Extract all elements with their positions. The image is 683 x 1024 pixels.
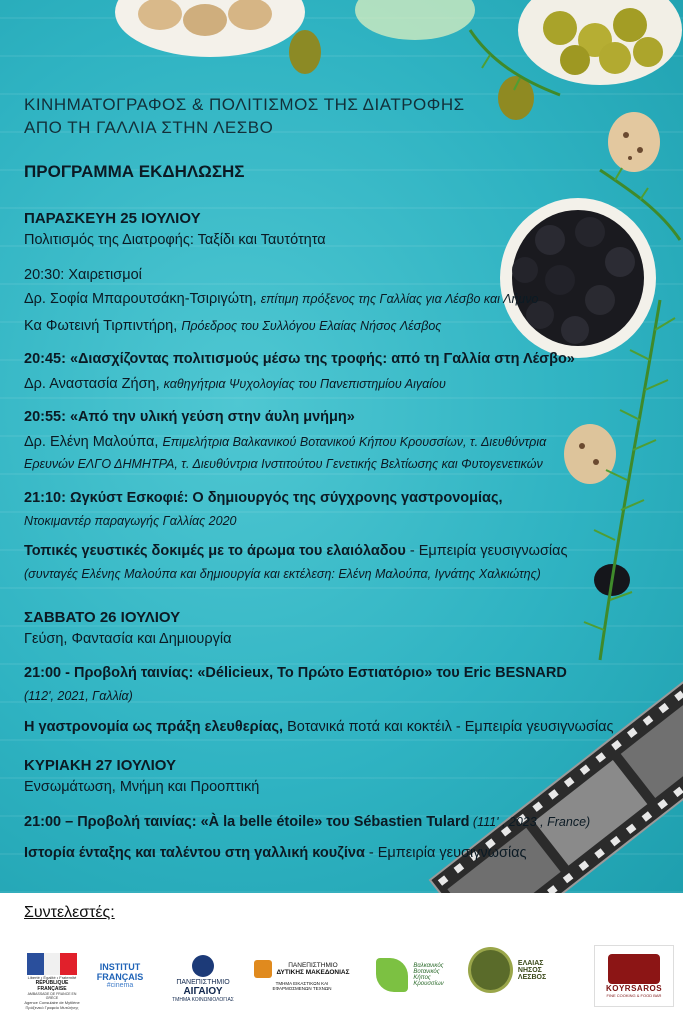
header-title-line1: ΚΙΝΗΜΑΤΟΓΡΑΦΟΣ & ΠΟΛΙΤΙΣΜΟΣ ΤΗΣ ΔΙΑΤΡΟΦΗΣ (24, 95, 465, 114)
speaker-name: Δρ. Ελένη Μαλούπα, (24, 434, 159, 450)
friday-speaker-2 (24, 318, 441, 334)
saturday-theme: Γεύση, Φαντασία και Δημιουργία (24, 631, 232, 647)
logo-text: FINE COOKING & FOOD BAR (606, 993, 662, 998)
credits-title: Συντελεστές: (24, 904, 115, 921)
sunday-day: ΚΥΡΙΑΚΗ 27 ΙΟΥΛΙΟΥ (24, 757, 177, 774)
quail-egg-bowl (115, 0, 305, 57)
tasting-title: Τοπικές γευστικές δοκιμές με το άρωμα του ελαιόλαδου (24, 543, 406, 559)
speaker-role: επίτιμη πρόξενος της Γαλλίας για Λέσβο και Λήμνο (260, 292, 539, 306)
friday-talk-2-role-cont: Ερευνών ΕΛΓΟ ΔΗΜΗΤΡΑ, τ. Διευθύντρια Ινστιτούτου Γενετικής Βελτίωσης και Φυτογενετικών (24, 457, 543, 471)
friday-talk-1-title: 20:45: «Διασχίζοντας πολιτισμούς μέσω της τροφής: από τη Γαλλία στη Λέσβο» (24, 351, 575, 367)
friday-talk-2-speaker (24, 434, 546, 450)
logo-text: ΕΛΑΙΑΣ ΝΗΣΟΣ (517, 959, 544, 974)
logo-koyrsaros (594, 945, 674, 1007)
speaker-role: Επιμελήτρια Βαλκανικού Βοτανικού Κήπου Κρουσσίων, τ. Διευθύντρια (162, 435, 547, 449)
logo-text: #cinema (106, 981, 134, 989)
saturday-film-note: (112', 2021, Γαλλία) (24, 689, 133, 703)
logo-text: Liberté • Égalité • Fraternité (27, 974, 77, 980)
green-olive (498, 76, 534, 120)
logo-text: ΛΕΣΒΟΣ (517, 973, 547, 981)
friday-talk-2-title: 20:55: «Από την υλική γεύση στην άυλη μνήμη» (24, 409, 355, 425)
gastronomy-suffix: - Εμπειρία γευσιγνωσίας (451, 719, 614, 735)
header-title-line2: ΑΠΟ ΤΗ ΓΑΛΛΙΑ ΣΤΗΝ ΛΕΣΒΟ (24, 118, 274, 137)
logo-text: INSTITUT (99, 961, 141, 972)
logo-university-western-macedonia (248, 945, 356, 1005)
quail-egg (564, 424, 616, 484)
friday-speaker-1 (24, 291, 538, 307)
logo-text: ΤΜΗΜΑ ΕΙΚΑΣΤΙΚΩΝ ΚΑΙ (275, 980, 329, 986)
logo-text: KOYRSAROS (605, 984, 663, 993)
sunday-history (24, 845, 527, 861)
green-olive (289, 30, 321, 74)
gastronomy-title: Η γαστρονομία ως πράξη ελευθερίας, (24, 719, 284, 735)
leaf-icon (376, 958, 408, 992)
uowm-emblem-icon (254, 960, 272, 978)
french-flag-icon (27, 953, 77, 975)
quail-egg (608, 112, 660, 172)
friday-film-title: 21:10: Ωγκύστ Εσκοφιέ: Ο δημιουργός της σύγχρονης γαστρονομίας, (24, 490, 503, 506)
speaker-name: Κα Φωτεινή Τιρπιντήρη, (24, 318, 178, 334)
history-suffix: - Εμπειρία γευσιγνωσίας (364, 845, 527, 861)
saturday-gastronomy (24, 719, 614, 735)
logo-balkan-botanic-garden (370, 945, 450, 1005)
gastronomy-rest: Βοτανικά ποτά και κοκτέιλ (283, 719, 452, 735)
sunday-film (24, 814, 590, 830)
speaker-role: Πρόεδρος του Συλλόγου Ελαίας Νήσος Λέσβος (181, 319, 442, 333)
logo-text: FRANÇAIS (96, 971, 144, 982)
logo-text: ΔΥΤΙΚΗΣ ΜΑΚΕΔΟΝΙΑΣ (276, 968, 350, 976)
black-olive-bowl (500, 198, 656, 358)
olive-oil-glass (355, 0, 475, 40)
speaker-name: Δρ. Αναστασία Ζήση, (24, 376, 160, 392)
saturday-day: ΣΑΒΒΑΤΟ 26 ΙΟΥΛΙΟΥ (24, 609, 181, 626)
logo-university-aegean (168, 945, 238, 1013)
friday-welcome: 20:30: Χαιρετισμοί (24, 267, 142, 283)
logo-text: ΕΦΑΡΜΟΣΜΕΝΩΝ ΤΕΧΝΩΝ (272, 985, 332, 991)
green-olive-bowl (518, 0, 682, 85)
history-title: Ιστορία ένταξης και ταλέντου στη γαλλική κουζίνα (24, 845, 365, 861)
logo-text: Κήπος (413, 975, 431, 981)
logo-institut-francais (92, 945, 148, 1005)
logo-text: ΠΑΝΕΠΙΣΤΗΜΙΟ (176, 979, 230, 986)
friday-day: ΠΑΡΑΣΚΕΥΗ 25 ΙΟΥΛΙΟΥ (24, 210, 201, 227)
speaker-name: Δρ. Σοφία Μπαρουτσάκη-Τσιριγώτη, (24, 291, 257, 307)
logo-text: RÉPUBLIQUE FRANÇAISE (35, 979, 69, 992)
saturday-film-title: 21:00 - Προβολή ταινίας: «Délicieux, Το Πρώτο Εστιατόριο» του Eric BESNARD (24, 665, 567, 681)
sunday-theme: Ενσωμάτωση, Μνήμη και Προοπτική (24, 779, 260, 795)
logo-text: ΑΙΓΑΙΟΥ (183, 986, 223, 997)
friday-tasting-note: (συνταγές Ελένης Μαλούπα και δημιουργία και εκτέλεση: Ελένη Μαλούπα, Ιγνάτης Χαλκιώτης) (24, 567, 541, 581)
logo-text: ΤΜΗΜΑ ΚΟΙΝΩΝΙΟΛΟΓΙΑΣ (172, 997, 234, 1003)
film-note: (111' , 2023 , France) (469, 815, 591, 829)
logo-text: ΠΑΝΕΠΙΣΤΗΜΙΟ (288, 961, 338, 969)
logo-text: Πρόξενικό Γραφείο Μυτιλήνης (25, 1004, 79, 1010)
logo-text: Agence Consulaire de Mytilène (24, 999, 80, 1005)
crest-icon (608, 954, 660, 984)
logo-elaias-nisos-lesvos (468, 945, 568, 995)
logo-text: Βοτανικός (413, 969, 440, 975)
aegean-emblem-icon (192, 955, 214, 977)
speaker-role: καθηγήτρια Ψυχολογίας του Πανεπιστημίου Αιγαίου (163, 377, 446, 391)
olive-tree-icon (468, 947, 513, 993)
friday-theme: Πολιτισμός της Διατροφής: Ταξίδι και Ταυτότητα (24, 232, 326, 248)
logo-text: AMBASSADE DE FRANCE EN GRÈCE (27, 991, 77, 1000)
friday-talk-1-speaker (24, 376, 446, 392)
friday-film-note: Ντοκιμαντέρ παραγωγής Γαλλίας 2020 (24, 514, 237, 528)
film-title: 21:00 – Προβολή ταινίας: «À la belle étoile» του Sébastien Tulard (24, 814, 470, 830)
logo-french-republic (22, 945, 82, 1017)
tasting-suffix: - Εμπειρία γευσιγνωσίας (405, 543, 568, 559)
program-heading: ΠΡΟΓΡΑΜΜΑ ΕΚΔΗΛΩΣΗΣ (24, 162, 245, 181)
logo-text: Κρουσσίων (413, 981, 444, 987)
friday-tasting (24, 543, 568, 559)
logo-text: Βαλκανικός (413, 963, 444, 969)
